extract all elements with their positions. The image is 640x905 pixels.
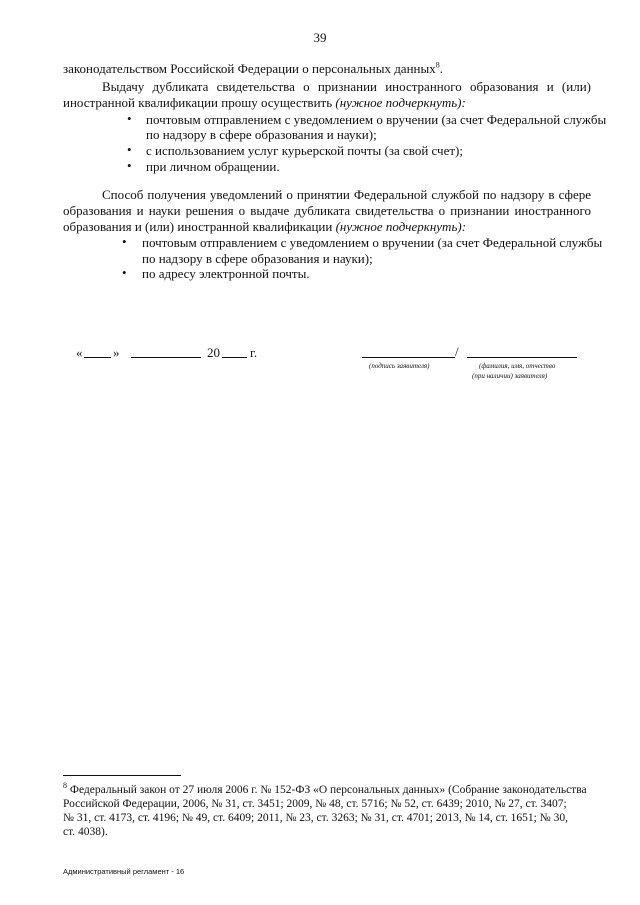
paragraph1-line1-end: .: [439, 61, 443, 76]
day-blank-line: [84, 357, 111, 358]
paragraph1-line2: Выдачу дубликата свидетельства о признании иностранного образования и (или): [102, 79, 591, 94]
paragraph1-line1: [63, 61, 443, 77]
paragraph2-hint: (нужное подчеркнуть):: [335, 219, 467, 234]
bullet-icon: •: [127, 142, 132, 157]
list1-item2-line1: с использованием услуг курьерской почты (за свой счет);: [146, 143, 463, 158]
list2-item1-line1: почтовым отправлением с уведомлением о вручении (за счет Федеральной службы: [142, 235, 603, 250]
list1-item1-line1: почтовым отправлением с уведомлением о вручении (за счет Федеральной службы: [146, 112, 607, 127]
date-quote-close: »: [113, 345, 120, 360]
list2-item2-line1: по адресу электронной почты.: [142, 266, 310, 281]
signature-slash: /: [455, 344, 459, 359]
paragraph2-line1: Способ получения уведомлений о принятии Федеральной службой по надзору в сфере: [102, 187, 591, 202]
paragraph1-line3-text: иностранной квалификации прошу осуществить: [63, 95, 333, 110]
bullet-icon: •: [127, 158, 132, 173]
year-suffix: г.: [250, 345, 258, 360]
signature-blank-line: [362, 357, 455, 358]
list2-item1-line2: по надзору в сфере образования и науки);: [142, 251, 373, 266]
year-prefix: 20: [207, 345, 220, 360]
footnote-line1: [63, 783, 587, 797]
paragraph1-line1-text: законодательством Российской Федерации о персональных данных: [63, 61, 436, 76]
name-caption-line1: (фамилия, имя, отчество: [479, 362, 556, 370]
footnote-line1-text: Федеральный закон от 27 июля 2006 г. № 152-ФЗ «О персональных данных» (Собрание законодательства: [69, 784, 587, 796]
paragraph1-line3: [63, 95, 466, 111]
paragraph2-line3: [63, 219, 466, 235]
list1-item3-line1: при личном обращении.: [146, 159, 280, 174]
footnote-line2: Российской Федерации, 2006, № 31, ст. 3451; 2009, № 48, ст. 5716; № 52, ст. 6439; 2010, № 27, ст. 3407;: [63, 798, 567, 810]
paragraph2-line3-text: образования и (или) иностранной квалификации: [63, 219, 333, 234]
year-blank-line: [222, 357, 247, 358]
list1-item1-line2: по надзору в сфере образования и науки);: [146, 127, 377, 142]
name-caption-line2: (при наличии) заявителя): [472, 372, 548, 380]
signature-caption: (подпись заявителя): [369, 362, 430, 370]
bullet-icon: •: [122, 265, 127, 280]
paragraph2-line2: образования и науки решения о выдаче дубликата свидетельства о признании иностранного: [63, 203, 591, 218]
bullet-icon: •: [122, 234, 127, 249]
footnote-reference: 8: [435, 60, 440, 70]
name-blank-line: [467, 357, 577, 358]
footnote-separator: [63, 775, 181, 776]
footnote-line4: ст. 4038).: [63, 826, 108, 838]
footer-text: Административный регламент - 16: [63, 867, 185, 876]
month-blank-line: [131, 357, 201, 358]
paragraph1-hint: (нужное подчеркнуть):: [335, 95, 466, 110]
footnote-mark: 8: [63, 781, 67, 791]
footnote-line3: № 31, ст. 4173, ст. 4196; № 49, ст. 6409; 2011, № 23, ст. 3263; № 31, ст. 4701; 2013, № 14, ст. 1651; № 30,: [63, 812, 568, 824]
date-quote-open: «: [76, 345, 83, 360]
page-number: 39: [313, 30, 327, 45]
bullet-icon: •: [127, 111, 132, 126]
